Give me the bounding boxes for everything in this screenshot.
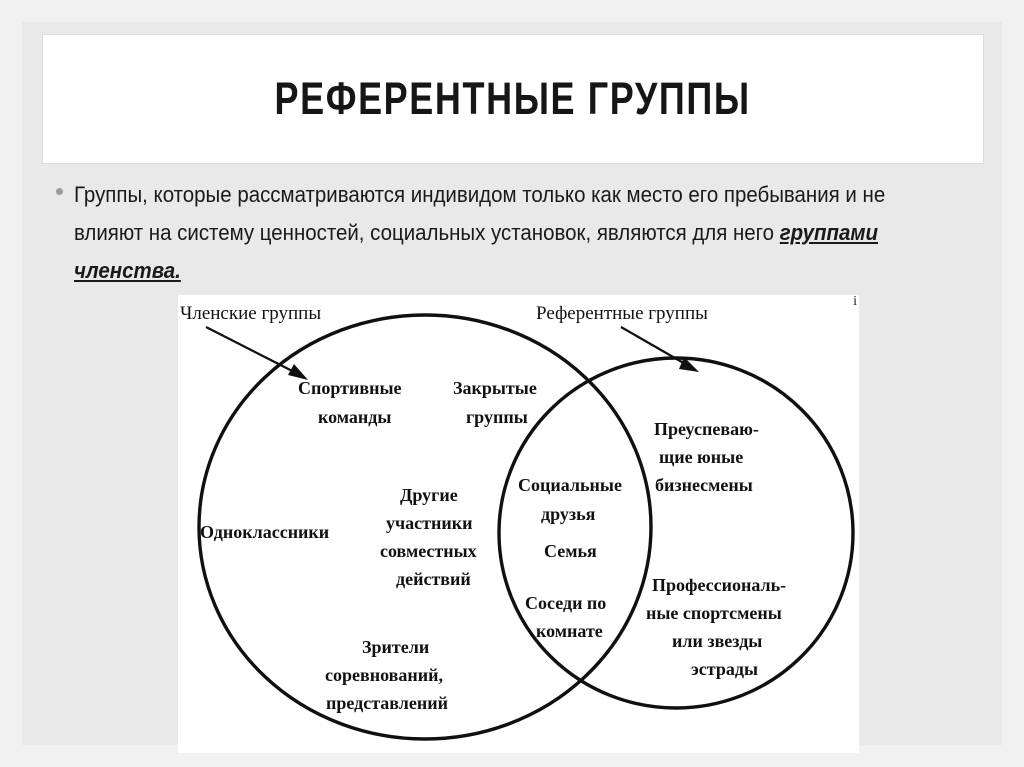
item-sports-teams-line1: Спортивные (298, 378, 402, 398)
item-other-participants-line4: действий (396, 569, 471, 589)
item-closed-groups-line1: Закрытые (453, 378, 537, 398)
right-circle-label: Референтные группы (536, 303, 708, 324)
right-circle-reference (499, 358, 853, 708)
item-spectators-line3: представлений (326, 693, 448, 713)
item-sports-teams-line2: команды (318, 407, 392, 427)
item-social-friends-line1: Социальные (518, 475, 622, 495)
item-other-participants-line1: Другие (400, 485, 458, 505)
item-other-participants-line3: совместных (380, 541, 477, 561)
venn-diagram-svg (178, 295, 859, 753)
item-classmates: Одноклассники (200, 522, 330, 542)
bullet-text (74, 176, 894, 290)
item-roommates-line2: комнате (536, 621, 603, 641)
page-title: РЕФЕРЕНТНЫЕ ГРУППЫ (274, 73, 752, 124)
bullet-paragraph (56, 176, 956, 290)
bullet-text-lead: Группы, которые рассматриваются индивидом только как место его пребывания и не влияют на систему ценностей, социальных установок, являются для него (74, 182, 886, 245)
corner-artifact-glyph: i (853, 295, 857, 309)
item-spectators-line2: соревнований, (325, 665, 443, 685)
item-pro-athletes-line3: или звезды (672, 631, 763, 651)
item-young-businessmen-line1: Преуспеваю- (654, 419, 759, 439)
item-young-businessmen-line3: бизнесмены (655, 475, 753, 495)
item-pro-athletes-line4: эстрады (691, 659, 758, 679)
item-family: Семья (544, 541, 597, 561)
item-roommates-line1: Соседи по (525, 593, 607, 613)
item-closed-groups-line2: группы (466, 407, 528, 427)
venn-diagram-panel (178, 295, 859, 753)
bullet-text-emphasis: группами членства. (74, 220, 879, 283)
title-box (42, 34, 984, 164)
item-pro-athletes-line1: Профессиональ- (652, 575, 787, 595)
item-pro-athletes-line2: ные спортсмены (646, 603, 782, 623)
item-other-participants-line2: участники (386, 513, 473, 533)
bullet-point-icon (56, 176, 74, 195)
right-label-arrow (621, 327, 699, 372)
left-circle-label: Членские группы (180, 303, 322, 324)
item-young-businessmen-line2: щие юные (659, 447, 744, 467)
item-social-friends-line2: друзья (541, 504, 596, 524)
item-spectators-line1: Зрители (362, 637, 430, 657)
